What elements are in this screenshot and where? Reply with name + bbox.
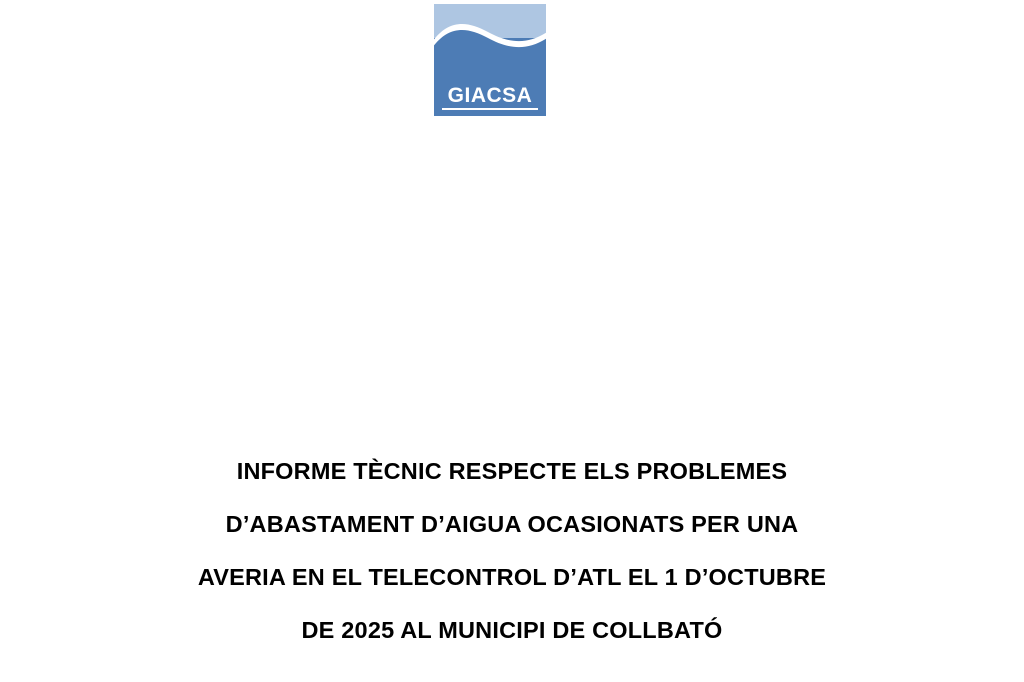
page-title — [62, 445, 962, 657]
page-title-line-1: INFORME TÈCNIC RESPECTE ELS PROBLEMES — [236, 458, 788, 484]
logo-text: GIACSA — [447, 84, 533, 107]
logo-container — [434, 4, 546, 116]
giacsa-logo — [434, 4, 546, 116]
page-title-line-2: D’ABASTAMENT D’AIGUA OCASIONATS PER UNA — [225, 511, 799, 537]
logo-wave-icon — [434, 20, 546, 56]
logo-text-underline — [442, 108, 538, 110]
page-title-line-4: DE 2025 AL MUNICIPI DE COLLBATÓ — [301, 617, 723, 643]
page-title-line-3: AVERIA EN EL TELECONTROL D’ATL EL 1 D’OCTUBRE — [197, 564, 827, 590]
